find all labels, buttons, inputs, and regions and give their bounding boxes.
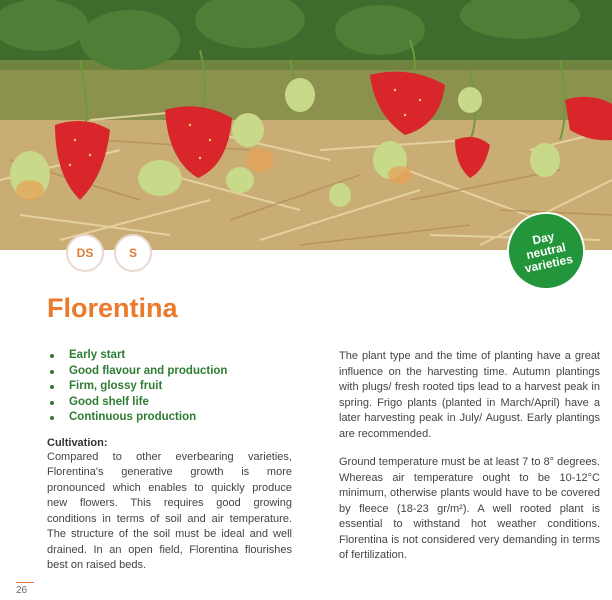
day-neutral-varieties-badge: Day neutral varieties — [500, 205, 593, 298]
feature-item: Good flavour and production — [47, 364, 292, 380]
feature-item: Good shelf life — [47, 395, 292, 411]
page-title: Florentina — [47, 293, 178, 323]
feature-list — [47, 348, 292, 426]
left-column — [47, 348, 292, 574]
badge-s: S — [114, 234, 152, 272]
page-number: 26 — [16, 582, 34, 596]
planting-paragraph: The plant type and the time of planting have a great influence on the harvesting time. Autumn plantings with plugs/ fresh rooted tips lead to a harvest peak in spring. Frigo plants (planted in March/April) have a later harvesting peak in July/ August. Early plantings are recommended. — [339, 350, 600, 440]
strawberry-photo-illustration — [0, 0, 612, 250]
feature-item: Early start — [47, 348, 292, 364]
cultivation-heading: Cultivation: — [47, 436, 108, 449]
right-column — [339, 349, 600, 564]
cultivation-text: Compared to other everbearing varieties, Florentina's generative growth is more pronounced which enables to quickly produce new flowers. This requires good growing conditions in terms of soil and air temperature. The structure of the soil must be ideal and well drained. In an open field, Florentina flourishes best on raised beds. — [47, 450, 292, 571]
feature-item: Firm, glossy fruit — [47, 379, 292, 395]
temperature-paragraph: Ground temperature must be at least 7 to 8° degrees. Whereas air temperature ought to be 10-12°C minimum, otherwise plants would have to be covered by fleece (18-23 gr/m²). A well rooted plant is essential to withstand hot weather conditions. Florentina is not considered very demanding in terms of fertilization. — [339, 456, 600, 561]
feature-item: Continuous production — [47, 410, 292, 426]
badge-ds: DS — [66, 234, 104, 272]
header-photo — [0, 0, 612, 250]
